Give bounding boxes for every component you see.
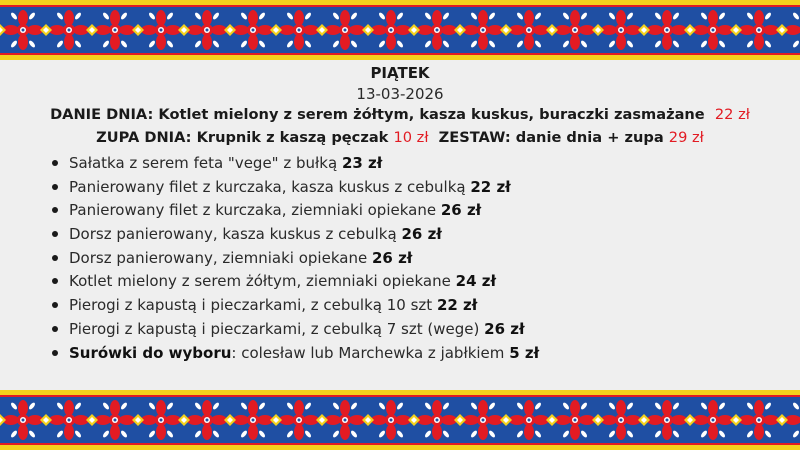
folk-border-top [0, 0, 800, 60]
item-name: Panierowany filet z kurczaka, kasza kuskus z cebulką [69, 177, 466, 196]
item-price: 24 zł [455, 272, 497, 291]
item-price: 23 zł [341, 154, 383, 172]
salads-item [52, 342, 539, 366]
item-name: Sałatka z serem feta "vege" z bułką [69, 154, 338, 172]
folk-border-bottom [0, 390, 800, 450]
day-heading: PIĄTEK [370, 64, 430, 82]
daily-menu [0, 62, 800, 388]
set-price: 29 zł [668, 129, 704, 146]
folk-pattern-bottom [0, 390, 800, 450]
list-item [52, 223, 539, 247]
list-item [52, 294, 539, 318]
menu-date: 13-03-2026 [356, 85, 444, 103]
list-item [52, 247, 539, 271]
menu-list [52, 152, 539, 365]
soup-of-the-day-price: 10 zł [393, 129, 429, 146]
item-price: 22 zł [436, 296, 478, 315]
list-item [52, 199, 539, 223]
list-item [52, 270, 539, 294]
dish-of-the-day-price: 22 zł [714, 106, 750, 123]
item-name: Pierogi z kapustą i pieczarkami, z cebulką 7 szt (wege) [69, 319, 480, 338]
folk-pattern-top [0, 0, 800, 60]
item-price: 26 zł [401, 225, 442, 244]
soup-of-the-day-text: ZUPA DNIA: Krupnik z kaszą pęczak [96, 129, 389, 146]
set-text: ZESTAW: danie dnia + zupa [438, 129, 664, 146]
salads-label: Surówki do wyboru [69, 343, 232, 362]
item-name: Kotlet mielony z serem żółtym, ziemniaki opiekane [69, 272, 451, 291]
dish-of-the-day-text: DANIE DNIA: Kotlet mielony z serem żółtym, kasza kuskus, buraczki zasmażane [50, 106, 705, 123]
salads-price: 5 zł [509, 343, 540, 362]
dish-of-the-day [0, 106, 800, 123]
item-name: Pierogi z kapustą i pieczarkami, z cebulką 10 szt [69, 296, 433, 315]
item-price: 26 zł [484, 319, 525, 338]
item-price: 26 zł [371, 248, 413, 267]
list-item [52, 318, 539, 342]
item-name: Dorsz panierowany, kasza kuskus z cebulką [69, 225, 397, 244]
item-name: Dorsz panierowany, ziemniaki opiekane [69, 248, 368, 267]
item-price: 26 zł [440, 201, 482, 220]
list-item [52, 152, 539, 176]
list-item [52, 176, 539, 200]
item-price: 22 zł [470, 177, 511, 196]
item-name: Panierowany filet z kurczaka, ziemniaki opiekane [69, 201, 437, 220]
salads-text: : colesław lub Marchewka z jabłkiem [231, 343, 505, 362]
soup-and-set [0, 129, 800, 146]
